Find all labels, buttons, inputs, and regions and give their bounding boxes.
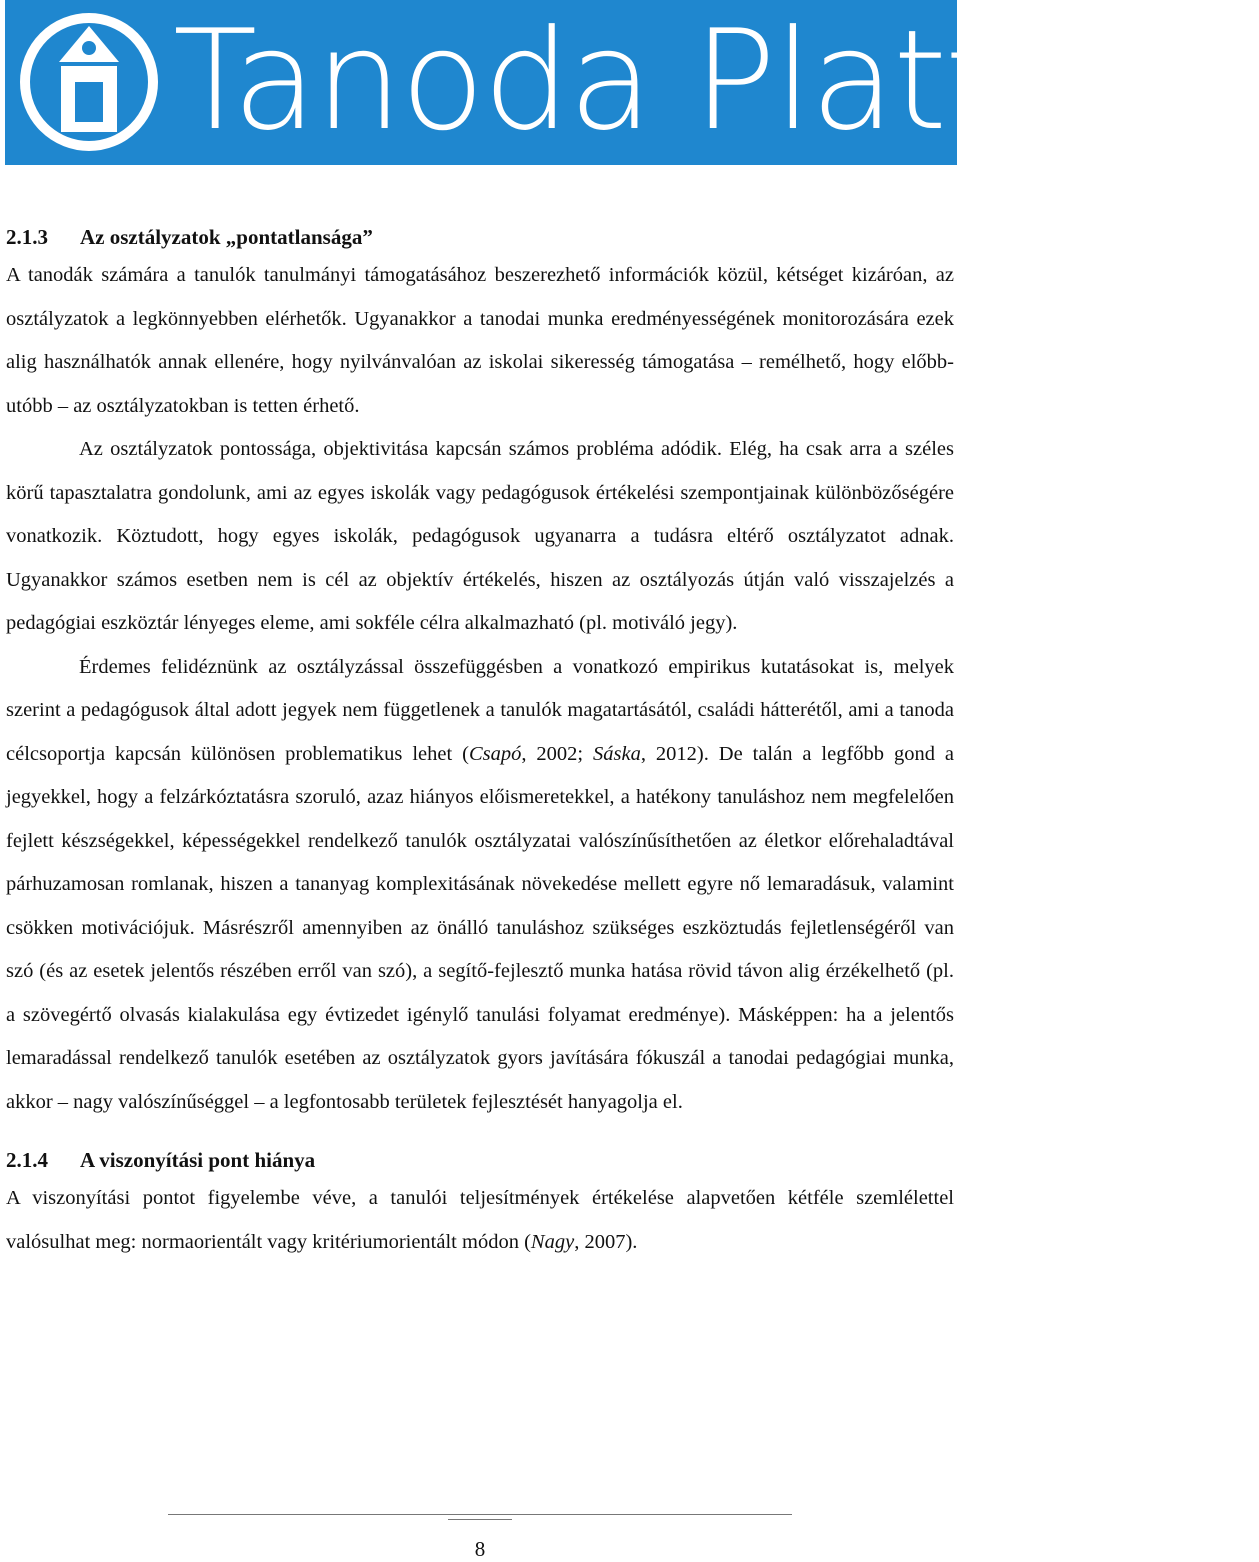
paragraph-text: Érdemes felidéznünk az osztályzással összefüggésben a vonatkozó empirikus kutatásokat is, melyek szerint a pedagógusok által adott jegyek nem függetlenek a tanulók magatartásától, családi hátterétől, ami a tanoda célcsoportja kapcsán különösen problematikus lehet (: [6, 655, 954, 765]
page-number: 8: [474, 1537, 486, 1561]
document-body: [6, 222, 954, 1264]
paragraph-text: A viszonyítási pontot figyelembe véve, a tanulói teljesítmények értékelése alapvetően kétféle szemlélettel valósulhat meg: normaorientált vagy kritériumorientált módon (: [6, 1187, 954, 1253]
paragraph-text: , 2002;: [521, 742, 594, 765]
citation-author: Nagy: [530, 1230, 575, 1253]
section-number: 2.1.3: [6, 225, 48, 249]
paragraph: A tanodák számára a tanulók tanulmányi támogatásához beszerezhető információk közül, kétséget kizáróan, az osztályzatok a legkönnyebben elérhetők. Ugyanakkor a tanodai munka eredményességének monitorozására ezek alig használhatók annak ellenére, hogy nyilvánvalóan az iskolai sikeresség támogatása – remélhető, hogy előbb-utóbb – az osztályzatokban is tetten érhető.: [6, 264, 954, 417]
paragraph: Az osztályzatok pontossága, objektivitása kapcsán számos probléma adódik. Elég, ha csak arra a széles körű tapasztalatra gondolunk, ami az egyes iskolák vagy pedagógusok értékelési szempontjainak különbözőségére vonatkozik. Köztudott, hogy egyes iskolák, pedagógusok ugyanarra a tudásra eltérő osztályzatot adnak. Ugyanakkor számos esetben nem is cél az objektív értékelés, hiszen az osztályozás útján való visszajelzés a pedagógiai eszköztár lényeges eleme, ami sokféle célra alkalmazható (pl. motiváló jegy).: [6, 438, 954, 634]
footer-divider-short: [448, 1519, 512, 1520]
citation-author: Csapó: [468, 742, 522, 765]
paragraph: [6, 1177, 954, 1264]
section-title: A viszonyítási pont hiánya: [80, 1148, 316, 1172]
paragraph-text: , 2012). De talán a legfőbb gond a jegyekkel, hogy a felzárkóztatásra szoruló, azaz hiányos előismeretekkel, a hatékony tanuláshoz nem megfelelően fejlett készségekkel, képességekkel rendelkező tanulók osztályzatai valószínűsíthetően az életkor előrehaladtával párhuzamosan romlanak, hiszen a tananyag komplexitásának növekedése mellett egyre nő lemaradásuk, valamint csökken motivációjuk. Másrészről amennyiben az önálló tanuláshoz szükséges eszköztudás fejletlenségéről van szó (és az esetek jelentős részében erről van szó), a segítő-fejlesztő munka hatása rövid távon alig érzékelhető (pl. a szövegértő olvasás kialakulása egy évtizedet igénylő tanulási folyamat eredménye). Másképpen: ha a jelentős lemaradással rendelkező tanulók esetében az osztályzatok gyors javítására fókuszál a tanodai pedagógiai munka, akkor – nagy valószínűséggel – a legfontosabb területek fejlesztését hanyagolja el.: [6, 742, 954, 1113]
section-number: 2.1.4: [6, 1148, 48, 1172]
footer-divider: [168, 1514, 792, 1515]
logo-wordmark: Tanoda Platform: [173, 0, 1259, 161]
paragraph-text: , 2007).: [574, 1230, 638, 1253]
section-heading-2-1-4: [6, 1145, 954, 1175]
header-banner: [5, 0, 1259, 165]
paragraph: [6, 646, 954, 1125]
house-logo-icon: [5, 0, 175, 165]
section-heading-2-1-3: [6, 222, 954, 252]
section-title: Az osztályzatok „pontatlansága”: [80, 225, 373, 249]
citation-author: Sáska: [593, 742, 641, 765]
